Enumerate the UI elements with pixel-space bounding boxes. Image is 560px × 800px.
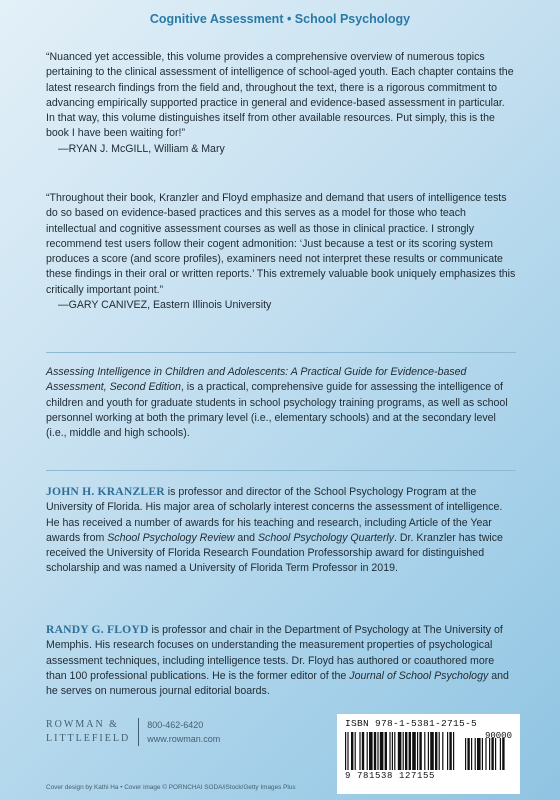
barcode-bar [345, 732, 346, 770]
category-header: Cognitive Assessment • School Psychology [149, 12, 411, 26]
barcode-bar [409, 732, 411, 770]
section-divider [46, 470, 516, 471]
barcode-bar [355, 732, 356, 770]
barcode-bar [502, 738, 504, 770]
barcode-bar [477, 738, 481, 770]
quote-attribution: —RYAN J. McGILL, William & Mary [58, 142, 225, 155]
endorsement-quote [46, 191, 516, 313]
barcode-bar [467, 738, 469, 770]
addon-barcode [465, 738, 509, 770]
quote-attribution: —GARY CANIVEZ, Eastern Illinois University [58, 299, 272, 312]
publisher-phone: 800-462-6420 [147, 720, 204, 730]
barcode-bar [489, 738, 490, 770]
barcode-bar [389, 732, 390, 770]
bio-text: and [234, 531, 258, 544]
price-code: 90000 [484, 731, 512, 741]
publisher-block [46, 718, 220, 746]
barcode-bar [500, 738, 501, 770]
endorsement-quote [46, 50, 516, 157]
barcode-bar [362, 732, 364, 770]
barcode-bar [465, 738, 466, 770]
barcode-digits: 9 781538 127155 [345, 771, 436, 781]
bio-text: and he serves on numerous journal editorial boards. [46, 669, 509, 698]
barcode-bar [394, 732, 395, 770]
barcode-bar [428, 732, 429, 770]
book-title: Assessing Intelligence in Children and Adolescents: A Practical Guide for Evidence-based Assessment, Second Edition [46, 366, 467, 394]
author-name: RANDY G. FLOYD [46, 623, 149, 636]
bio-text: is professor and chair in the Department of Psychology at The University of Memphis. His research focuses on understanding the measurement properties of psychological assessment techniques, including intelligence tests. Dr. Floyd has authored or coauthored more than 100 professional publications. He is the former editor of the [46, 624, 503, 682]
bio-text: . Dr. Kranzler has twice received the University of Florida Research Foundation Professorship award for distinguished scholarship and was named a University of Florida Term Professor in 2019. [46, 531, 503, 575]
barcode-bar [380, 732, 384, 770]
publisher-contact [139, 718, 220, 746]
author-bio [46, 484, 516, 577]
barcode-bar [449, 732, 451, 770]
barcode-bar [485, 738, 486, 770]
barcode-bar [403, 732, 404, 770]
author-name: JOHN H. KRANZLER [46, 485, 165, 498]
barcode-bar [439, 732, 440, 770]
barcode-bar [471, 738, 472, 770]
book-description [46, 365, 516, 441]
author-bio [46, 622, 516, 699]
barcode-bar [419, 732, 421, 770]
cover-credits: Cover design by Kathi Ha • Cover image © PORNCHAI SODA/iStock/Getty Images Plus [46, 784, 296, 791]
isbn-label: ISBN 978-1-5381-2715-5 [345, 718, 478, 729]
barcode-bar [398, 732, 402, 770]
barcode-bar [453, 732, 454, 770]
barcode-bar [392, 732, 393, 770]
barcode-bar [405, 732, 407, 770]
barcode-bar [347, 732, 348, 770]
barcode-bar [385, 732, 387, 770]
bio-text: is professor and director of the School Psychology Program at the University of Florida. His major area of scholarly interest concerns the assessment of intelligence. He has received a number of awards for his teaching and research, including Article of the Year awards from [46, 486, 503, 544]
publisher-logo-line: ROWMAN & [46, 719, 119, 730]
ean-barcode [345, 732, 457, 770]
barcode-bar [369, 732, 373, 770]
barcode-block [337, 714, 520, 794]
publisher-logo-line: LITTLEFIELD [46, 733, 131, 744]
quote-text: “Throughout their book, Kranzler and Floyd emphasize and demand that users of intelligence tests do so based on evidence-based practices and this serves as a model for those who teach intellectual and cognitive assessment courses as well as those in clinical practice. I strongly recommend test users follow their cogent admonition: ‘Just because a test or its scoring system produces a score (and score profiles), examiners need not interpret these results or communicate these findings in their oral or written reports.’ This extremely valuable book uniquely emphasizes this critically important point.” [46, 192, 516, 296]
barcode-bar [374, 732, 376, 770]
barcode-bar [495, 738, 496, 770]
barcode-bar [435, 732, 437, 770]
barcode-bar [491, 738, 493, 770]
barcode-bar [417, 732, 418, 770]
section-divider [46, 352, 516, 353]
barcode-bar [475, 738, 476, 770]
publisher-logo [46, 718, 139, 746]
barcode-bar [377, 732, 378, 770]
description-text: , is a practical, comprehensive guide for assessing the intelligence of children and youth for graduate students in school psychology training programs, as well as school personnel working at both the primary level (i.e., elementary schools) and at the secondary level (i.e., middle and high schools). [46, 381, 508, 440]
journal-title: School Psychology Review [107, 531, 235, 544]
barcode-bar [482, 738, 483, 770]
barcode-bar [442, 732, 443, 770]
publisher-website: www.rowman.com [147, 734, 221, 744]
journal-title: Journal of School Psychology [349, 669, 489, 682]
barcode-bar [351, 732, 353, 770]
barcode-bar [430, 732, 434, 770]
barcode-bar [447, 732, 448, 770]
barcode-bar [412, 732, 416, 770]
barcode-bar [367, 732, 368, 770]
barcode-bar [424, 732, 425, 770]
quote-text: “Nuanced yet accessible, this volume provides a comprehensive overview of numerous topics pertaining to the clinical assessment of intelligence of school-aged youth. Each chapter contains the latest research findings from the field and, throughout the text, there is a rigorous commitment to advancing empirically supported practice in general and evidence-based assessment in particular. In that way, this volume distinguishes itself from other available resources. Put simply, this is the book I have been waiting for!” [46, 51, 514, 140]
barcode-bar [359, 732, 360, 770]
journal-title: School Psychology Quarterly [257, 531, 395, 544]
